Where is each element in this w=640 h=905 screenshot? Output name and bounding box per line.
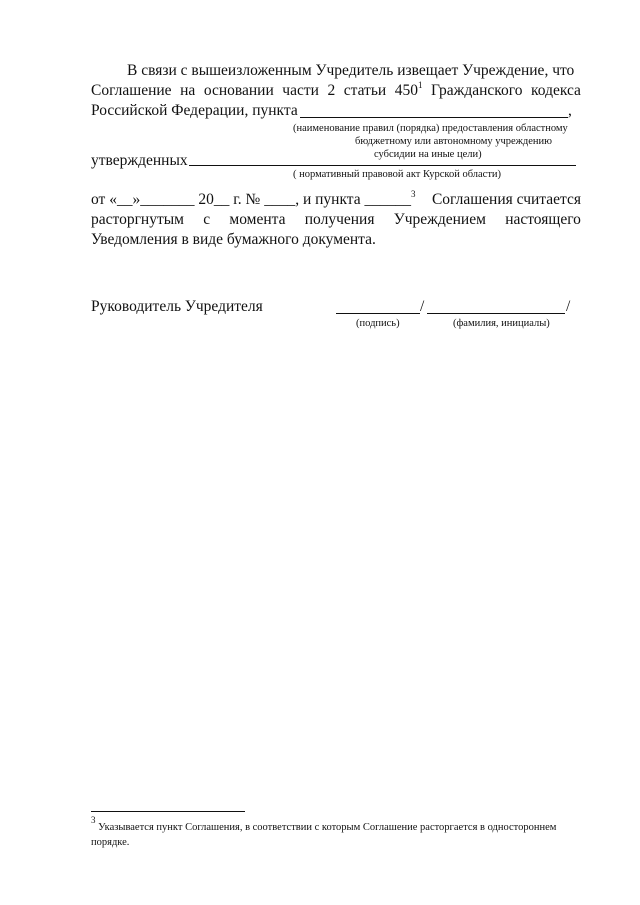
signature-blank xyxy=(336,313,420,314)
word: расторгнутым xyxy=(91,211,184,228)
word: настоящего xyxy=(505,211,581,228)
word: 2 xyxy=(327,82,336,99)
comma: , xyxy=(568,102,572,119)
date-number-clause xyxy=(91,190,416,210)
paragraph-3-line-2 xyxy=(91,210,581,230)
caption-signature: (подпись) xyxy=(356,318,400,329)
legal-act-blank xyxy=(189,165,576,166)
word: с xyxy=(203,211,211,228)
footnote-separator xyxy=(91,811,245,812)
footnote-text: Указывается пункт Соглашения, в соответствии с которым Соглашение расторгается в одностороннем порядке. xyxy=(91,822,557,848)
word: Учреждением xyxy=(393,211,486,228)
word: части xyxy=(282,82,319,99)
word: кодекса xyxy=(531,82,581,99)
date-number-text: от «__»_______ 20__ г. № ____, и пункта ______ xyxy=(91,191,412,208)
considered-text: Соглашения считается xyxy=(431,191,581,208)
head-of-founder-label: Руководитель Учредителя xyxy=(91,298,263,315)
paragraph-1-line-1: В связи с вышеизложенным Учредитель извещает Учреждение, что xyxy=(127,62,575,79)
footnote xyxy=(91,815,586,850)
superscript-3: 3 xyxy=(411,189,416,199)
word: 450 xyxy=(394,82,418,99)
word: основании xyxy=(203,82,274,99)
footnote-mark: 3 xyxy=(91,815,96,825)
word: Соглашение xyxy=(91,82,172,99)
superscript-1: 1 xyxy=(417,80,423,90)
paragraph-1-line-3: Российской Федерации, пункта xyxy=(91,102,298,119)
caption-legal-act: ( нормативный правовой акт Курской области) xyxy=(293,169,502,180)
caption-rules-line-1: (наименование правил (порядка) предоставления областному xyxy=(293,123,568,134)
separator-slash: / xyxy=(420,298,425,315)
word: на xyxy=(180,82,196,99)
word: статьи xyxy=(343,82,387,99)
rule-name-blank xyxy=(300,117,568,118)
word: Гражданского xyxy=(431,82,523,99)
full-name-blank xyxy=(427,313,565,314)
approved-label: утвержденных xyxy=(91,152,188,169)
paragraph-3-line-1 xyxy=(91,190,581,210)
word: получения xyxy=(304,211,375,228)
article-number xyxy=(395,81,423,101)
closing-slash: / xyxy=(566,298,571,315)
caption-rules-line-3: субсидии на иные цели) xyxy=(374,149,482,160)
paragraph-1-line-2 xyxy=(91,81,581,101)
caption-full-name: (фамилия, инициалы) xyxy=(453,318,550,329)
paragraph-3-line-3: Уведомления в виде бумажного документа. xyxy=(91,231,376,248)
word: момента xyxy=(229,211,286,228)
caption-rules-line-2: бюджетному или автономному учреждению xyxy=(355,136,552,147)
